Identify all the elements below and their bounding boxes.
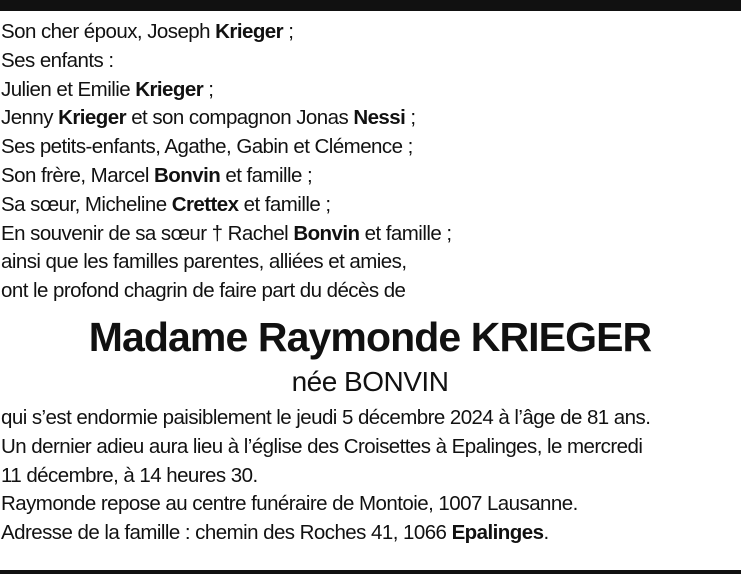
family-surname: Epalinges xyxy=(451,521,544,545)
text-run: Jenny xyxy=(1,106,59,130)
family-line xyxy=(1,47,739,76)
deceased-name: Madame Raymonde KRIEGER xyxy=(88,313,652,360)
detail-line xyxy=(1,404,739,433)
text-run: ; xyxy=(283,20,294,43)
text-run: Sa sœur, Micheline xyxy=(1,192,172,216)
family-surname: Krieger xyxy=(215,20,284,43)
family-line xyxy=(1,277,739,306)
family-line xyxy=(1,104,739,133)
family-surname: Crettex xyxy=(171,192,239,216)
text-run: ont le profond chagrin de faire part du décès de xyxy=(1,279,406,303)
text-run: ainsi que les familles parentes, alliées et amies, xyxy=(1,250,407,274)
text-run: et famille ; xyxy=(359,221,452,245)
family-line xyxy=(1,191,739,220)
family-line xyxy=(1,18,739,47)
family-line xyxy=(1,76,739,105)
text-run: Un dernier adieu aura lieu à l’église des Croisettes à Epalinges, le mercredi xyxy=(1,434,643,458)
text-run: Ses enfants : xyxy=(1,48,114,72)
text-run: Son frère, Marcel xyxy=(1,163,155,187)
family-line xyxy=(1,162,739,191)
detail-line xyxy=(1,433,739,462)
family-line xyxy=(1,220,739,249)
text-run: Adresse de la famille : chemin des Roches 41, 1066 xyxy=(1,521,452,545)
text-run: ; xyxy=(203,77,214,101)
text-run: et famille ; xyxy=(220,163,313,187)
family-list xyxy=(1,18,739,306)
family-surname: Bonvin xyxy=(154,163,221,187)
family-line xyxy=(1,248,739,277)
text-run: et son compagnon Jonas xyxy=(126,106,354,130)
text-run: ; xyxy=(405,106,416,130)
text-run: 11 décembre, à 14 heures 30. xyxy=(1,463,258,487)
bottom-border-rule xyxy=(0,570,741,574)
obituary-notice xyxy=(1,18,739,548)
text-run: Raymonde repose au centre funéraire de Montoie, 1007 Lausanne. xyxy=(1,492,578,516)
detail-line xyxy=(1,519,739,548)
text-run: Julien et Emilie xyxy=(1,77,136,101)
maiden-name: née BONVIN xyxy=(291,365,449,397)
family-surname: Krieger xyxy=(135,77,204,101)
family-surname: Bonvin xyxy=(293,221,360,245)
text-run: Ses petits-enfants, Agathe, Gabin et Clémence ; xyxy=(1,135,413,159)
deceased-block xyxy=(1,310,739,400)
family-line xyxy=(1,133,739,162)
family-surname: Krieger xyxy=(58,106,127,130)
detail-line xyxy=(1,462,739,491)
text-run: . xyxy=(543,521,549,545)
top-border-rule xyxy=(0,0,741,11)
text-run: En souvenir de sa sœur † Rachel xyxy=(1,221,294,245)
detail-line xyxy=(1,490,739,519)
text-run: qui s’est endormie paisiblement le jeudi 5 décembre 2024 à l’âge de 81 ans. xyxy=(1,405,651,429)
text-run: Son cher époux, Joseph xyxy=(1,20,216,43)
ceremony-details xyxy=(1,404,739,548)
text-run: et famille ; xyxy=(238,192,331,216)
family-surname: Nessi xyxy=(353,106,406,130)
